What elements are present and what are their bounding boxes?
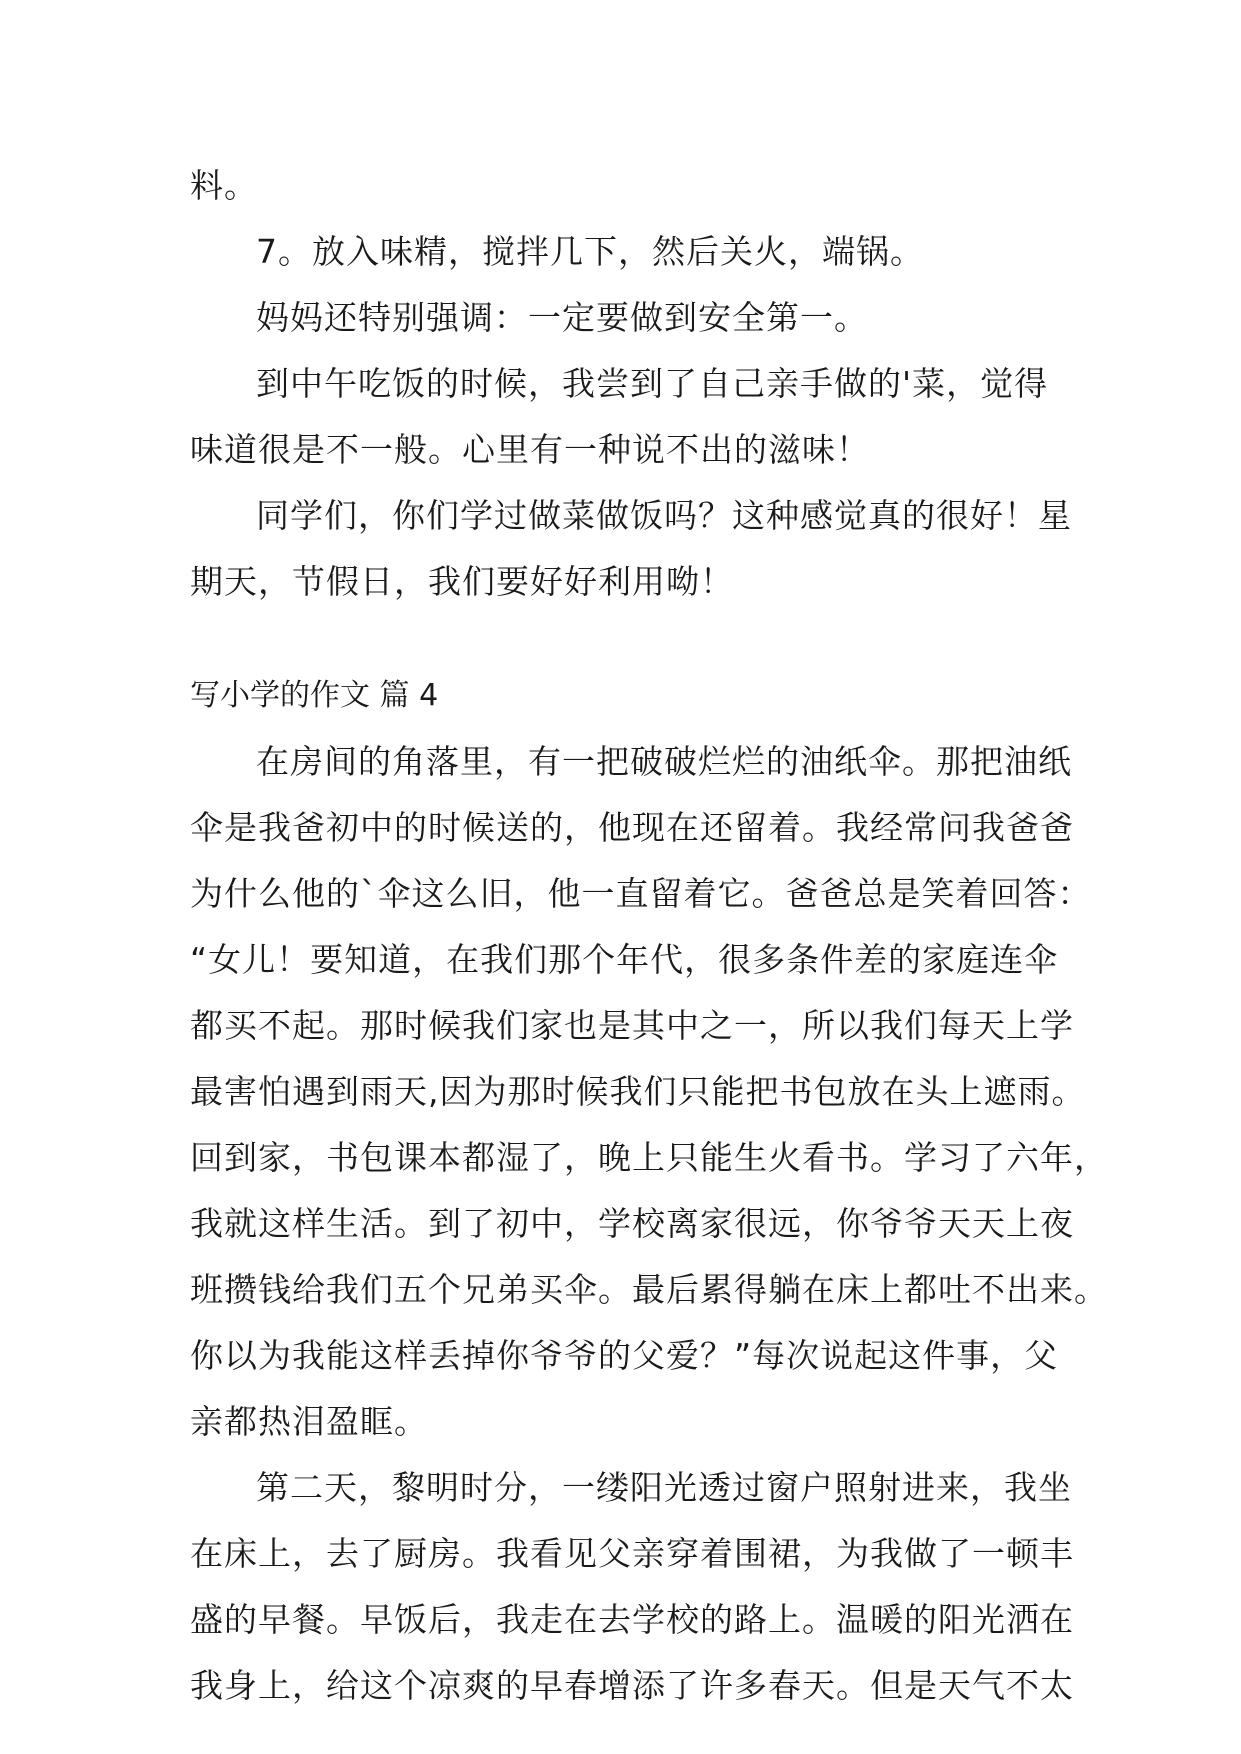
text-line-14: 最害怕遇到雨天,因为那时候我们只能把书包放在头上遮雨。 bbox=[190, 1072, 1086, 1111]
text-line-11: 为什么他的`伞这么旧，他一直留着它。爸爸总是笑着回答： bbox=[190, 874, 1092, 913]
text-line-20: 第二天，黎明时分，一缕阳光透过窗户照射进来，我坐 bbox=[256, 1468, 1072, 1507]
text-line-13: 都买不起。那时候我们家也是其中之一，所以我们每天上学 bbox=[190, 1006, 1074, 1045]
text-line-23: 我身上，给这个凉爽的早春增添了许多春天。但是天气不太 bbox=[190, 1666, 1074, 1705]
text-line-2: 7。放入味精，搅拌几下，然后关火，端锅。 bbox=[256, 232, 924, 271]
text-line-3: 妈妈还特别强调：一定要做到安全第一。 bbox=[256, 298, 868, 337]
text-line-21: 在床上，去了厨房。我看见父亲穿着围裙，为我做了一顿丰 bbox=[190, 1534, 1074, 1573]
text-line-10: 伞是我爸初中的时候送的，他现在还留着。我经常问我爸爸 bbox=[190, 808, 1074, 847]
text-line-15: 回到家，书包课本都湿了，晚上只能生火看书。学习了六年， bbox=[190, 1138, 1108, 1177]
text-line-6: 同学们，你们学过做菜做饭吗？这种感觉真的很好！星 bbox=[256, 496, 1072, 535]
text-line-1: 料。 bbox=[190, 166, 258, 205]
text-line-9: 在房间的角落里，有一把破破烂烂的油纸伞。那把油纸 bbox=[256, 742, 1072, 781]
text-line-18: 你以为我能这样丢掉你爷爷的父爱？”每次说起这件事，父 bbox=[190, 1336, 1059, 1375]
text-line-16: 我就这样生活。到了初中，学校离家很远，你爷爷天天上夜 bbox=[190, 1204, 1074, 1243]
text-line-19: 亲都热泪盈眶。 bbox=[190, 1402, 428, 1441]
text-line-4: 到中午吃饭的时候，我尝到了自己亲手做的'菜，觉得 bbox=[256, 364, 1049, 403]
section-heading: 写小学的作文 篇 4 bbox=[190, 678, 439, 713]
text-line-17: 班攒钱给我们五个兄弟买伞。最后累得躺在床上都吐不出来。 bbox=[190, 1270, 1108, 1309]
text-line-7: 期天，节假日，我们要好好利用呦！ bbox=[190, 562, 734, 601]
text-line-22: 盛的早餐。早饭后，我走在去学校的路上。温暖的阳光洒在 bbox=[190, 1600, 1074, 1639]
text-line-5: 味道很是不一般。心里有一种说不出的滋味！ bbox=[190, 430, 870, 469]
text-line-12: “女儿！要知道，在我们那个年代，很多条件差的家庭连伞 bbox=[190, 940, 1059, 979]
